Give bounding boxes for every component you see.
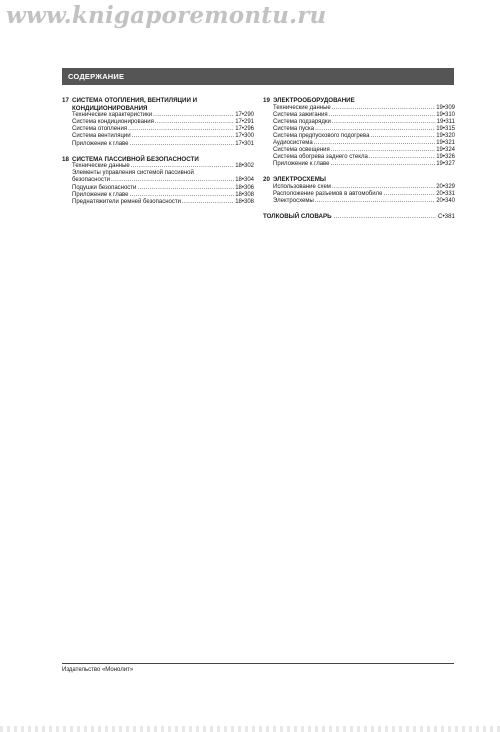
entry-page: 17•291 [235, 119, 254, 126]
entry-page: 20•329 [436, 184, 455, 191]
entry-page: 19•321 [436, 140, 455, 147]
entry-title: Система зажигания [273, 111, 328, 118]
footer-divider [62, 663, 454, 664]
dot-leader [128, 126, 234, 133]
entry-title: Приложение к главе [273, 161, 330, 168]
toc-entry[interactable] [72, 112, 254, 119]
toc-entry[interactable] [273, 126, 455, 133]
toc-left-column [62, 97, 254, 214]
scan-artifact-strip [0, 726, 500, 732]
toc-entry[interactable] [273, 105, 455, 112]
dot-leader [130, 141, 235, 148]
glossary-page: С•381 [438, 213, 455, 221]
entry-title: Преднатяжители ремней безопасности [72, 198, 181, 205]
dot-leader [369, 154, 435, 161]
section-number: 19 [263, 97, 270, 104]
entry-page: 17•290 [235, 112, 254, 119]
toc-entry[interactable] [273, 119, 455, 126]
entry-page: 20•331 [436, 191, 455, 198]
section-title: ЭЛЕКТРООБОРУДОВАНИЕ [273, 97, 355, 104]
entry-page: 19•326 [436, 154, 455, 161]
entry-page: 18•304 [235, 177, 254, 184]
dot-leader [137, 185, 234, 192]
toc-entry[interactable] [273, 161, 455, 168]
entry-title: Технические данные [72, 163, 130, 170]
toc-entry[interactable] [273, 198, 455, 205]
toc-section-20 [263, 176, 455, 205]
dot-leader [329, 112, 436, 119]
dot-leader [334, 213, 436, 221]
watermark-url: www.knigaporemontu.ru [6, 2, 327, 29]
entry-page: 17•301 [235, 140, 254, 147]
dot-leader [314, 140, 435, 147]
toc-glossary-entry[interactable] [263, 213, 455, 221]
dot-leader [370, 133, 435, 140]
entry-page: 18•306 [235, 184, 254, 191]
entry-title: Система вентиляции [72, 133, 131, 140]
contents-title: СОДЕРЖАНИЕ [68, 72, 125, 81]
entry-title: Расположение разъемов в автомобиле [273, 191, 383, 198]
dot-leader [331, 147, 435, 154]
toc-entry[interactable] [72, 141, 254, 148]
dot-leader [332, 119, 436, 126]
entry-page: 18•302 [235, 163, 254, 170]
entry-title: Система пуска [273, 125, 315, 132]
entry-title: Подушки безопасности [72, 184, 137, 191]
entry-title: Система кондиционирования [72, 119, 154, 126]
entry-page: 19•324 [436, 147, 455, 154]
entry-title: Аудиосистема [273, 140, 313, 147]
dot-leader [332, 105, 435, 112]
entry-title: Система обогрева заднего стекла [273, 154, 368, 161]
toc-entry[interactable] [273, 112, 455, 119]
toc-section-18 [62, 156, 254, 206]
section-number: 18 [62, 155, 69, 163]
toc-section-19 [263, 97, 455, 168]
publisher-footer: Издательство «Монолит» [62, 667, 134, 673]
entry-title: Система подзарядки [273, 118, 331, 125]
dot-leader [155, 119, 234, 126]
toc-entry[interactable] [72, 177, 254, 184]
entry-page: 19•309 [436, 104, 455, 111]
entry-title: Технические данные [273, 104, 331, 111]
toc-entry[interactable] [72, 192, 254, 199]
toc-entry[interactable] [72, 126, 254, 133]
entry-title-wrapped-line: Элементы управления системой пассивной [72, 170, 194, 177]
toc-entry[interactable] [273, 133, 455, 140]
dot-leader [331, 161, 436, 168]
toc-right-column [263, 97, 455, 221]
entry-page: 20•340 [436, 198, 455, 205]
dot-leader [332, 184, 435, 191]
entry-page: 19•310 [436, 111, 455, 118]
section-number: 20 [263, 176, 270, 184]
toc-entry[interactable] [273, 154, 455, 161]
entry-title: Система освещения [273, 147, 330, 154]
entry-page: 18•308 [235, 191, 254, 198]
dot-leader [153, 112, 234, 119]
toc-entry[interactable] [72, 119, 254, 126]
entry-title: Система предпускового подогрева [273, 132, 370, 139]
entry-page: 18•308 [235, 198, 254, 205]
entry-title: Система отопления [72, 126, 128, 133]
entry-page: 19•327 [436, 161, 455, 168]
entry-page: 17•296 [235, 126, 254, 133]
entry-page: 19•320 [436, 132, 455, 139]
section-title: ЭЛЕКТРОСХЕМЫ [273, 176, 326, 184]
dot-leader [315, 198, 435, 205]
section-title: СИСТЕМА ОТОПЛЕНИЯ, ВЕНТИЛЯЦИИ И КОНДИЦИОНИРОВАНИЯ [72, 97, 198, 112]
toc-entry[interactable] [72, 199, 254, 206]
toc-entry[interactable] [273, 191, 455, 198]
section-number: 17 [62, 97, 69, 104]
contents-header [62, 68, 454, 85]
entry-page: 19•311 [436, 118, 455, 125]
entry-title: Приложение к главе [72, 140, 129, 147]
entry-title: Технические характеристики [72, 112, 153, 119]
toc-section-17 [62, 97, 254, 148]
glossary-title: ТОЛКОВЫЙ СЛОВАРЬ [263, 213, 332, 221]
entry-title: Электросхемы [273, 198, 314, 205]
dot-leader [315, 126, 435, 133]
entry-title: Использование схем [273, 184, 331, 191]
entry-page: 17•300 [235, 133, 254, 140]
dot-leader [130, 192, 235, 199]
toc-entry[interactable] [72, 133, 254, 140]
toc-entry[interactable] [273, 140, 455, 147]
entry-page: 19•315 [436, 125, 455, 132]
section-title: СИСТЕМА ПАССИВНОЙ БЕЗОПАСНОСТИ [72, 155, 199, 163]
entry-title: безопасности [72, 177, 110, 184]
dot-leader [182, 199, 234, 206]
toc-entry[interactable] [273, 147, 455, 154]
dot-leader [111, 177, 234, 184]
entry-title: Приложение к главе [72, 191, 129, 198]
toc-entry[interactable] [72, 185, 254, 192]
dot-leader [132, 133, 235, 140]
dot-leader [383, 191, 435, 198]
toc-entry[interactable] [273, 184, 455, 191]
